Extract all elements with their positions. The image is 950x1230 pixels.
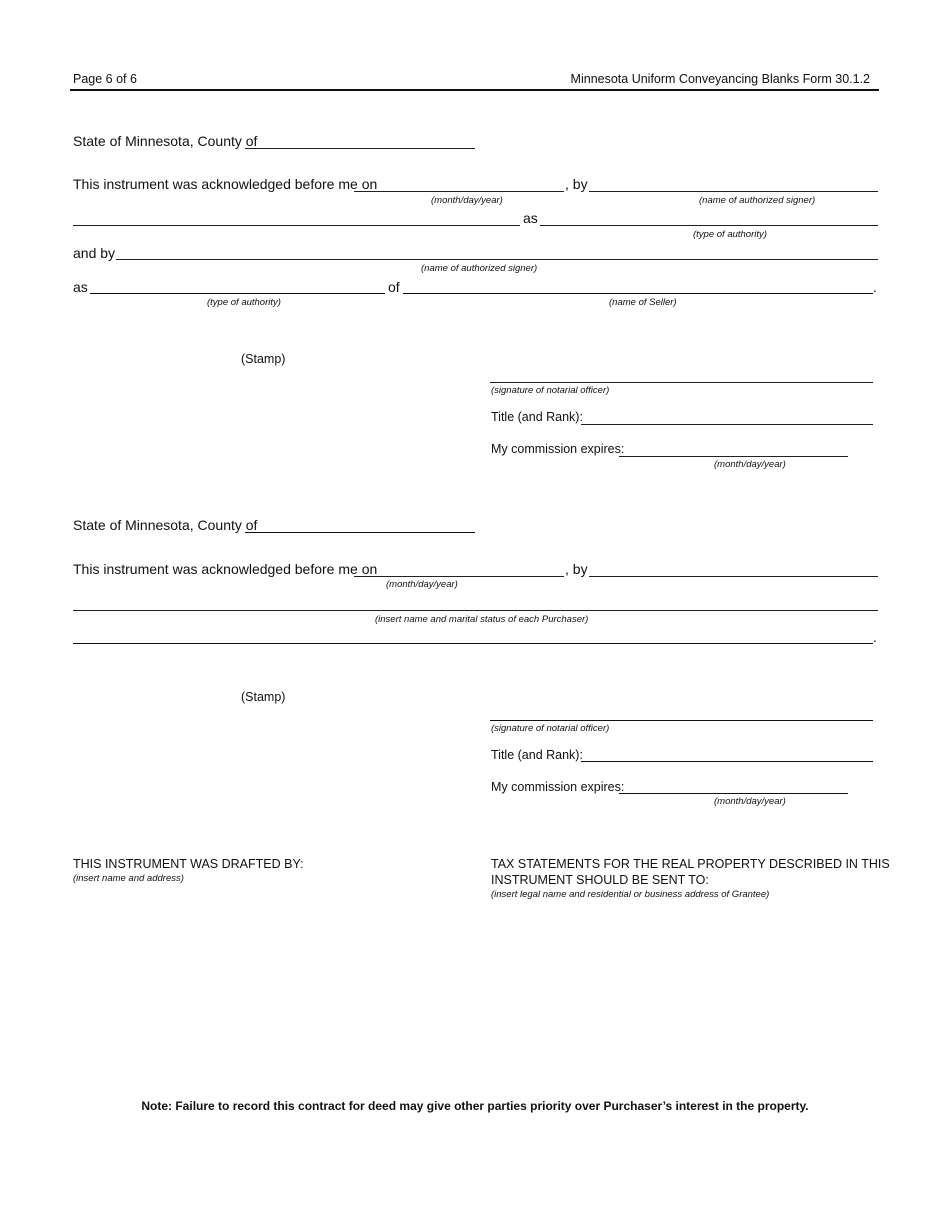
signer-caption: (name of authorized signer) [699,195,816,206]
purchaser-continuation-field-2[interactable] [73,643,873,644]
drafted-by-heading: THIS INSTRUMENT WAS DRAFTED BY: [73,857,304,871]
acknowledged-label: This instrument was acknowledged before me on [73,176,378,192]
by-label: , by [565,176,588,192]
acknowledged-label: This instrument was acknowledged before me on [73,561,378,577]
page-number: Page 6 of 6 [73,72,137,86]
footer-note: Note: Failure to record this contract for deed may give other parties priority over Purchaser’s interest in the property. [141,1099,809,1113]
signer-continuation-field[interactable] [73,225,520,226]
title-rank-field[interactable] [581,424,873,425]
commission-label: My commission expires: [491,780,625,794]
date-caption: (month/day/year) [431,195,503,206]
header-rule [70,89,879,91]
stamp-placeholder: (Stamp) [241,690,286,704]
title-rank-label: Title (and Rank): [491,410,583,424]
date-caption: (month/day/year) [386,579,458,590]
title-rank-label: Title (and Rank): [491,748,583,762]
commission-date-field[interactable] [619,793,848,794]
purchaser-continuation-field[interactable] [73,610,878,611]
date-field[interactable] [354,576,564,577]
seller-name-field[interactable] [403,293,873,294]
county-field[interactable] [245,148,475,149]
commission-date-field[interactable] [619,456,848,457]
period: . [873,279,877,295]
period: . [873,629,877,645]
drafted-by-caption: (insert name and address) [73,873,184,884]
title-rank-field[interactable] [581,761,873,762]
commission-label: My commission expires: [491,442,625,456]
signature-caption: (signature of notarial officer) [491,385,610,396]
by-label: , by [565,561,588,577]
state-county-label: State of Minnesota, County of [73,517,258,533]
purchaser-field[interactable] [589,576,878,577]
notary-signature-field[interactable] [490,720,873,721]
stamp-placeholder: (Stamp) [241,352,286,366]
authorized-signer-field[interactable] [589,191,878,192]
authority-caption-2: (type of authority) [207,297,281,308]
second-signer-caption: (name of authorized signer) [421,263,538,274]
form-title: Minnesota Uniform Conveyancing Blanks Form 30.1.2 [570,72,870,86]
tax-statements-heading-line-2: INSTRUMENT SHOULD BE SENT TO: [491,873,709,887]
second-authority-field[interactable] [90,293,385,294]
second-signer-field[interactable] [116,259,878,260]
commission-date-caption: (month/day/year) [714,796,786,807]
notary-signature-field[interactable] [490,382,873,383]
authority-caption: (type of authority) [693,229,767,240]
purchaser-caption: (insert name and marital status of each Purchaser) [375,614,589,625]
authority-type-field[interactable] [540,225,878,226]
seller-caption: (name of Seller) [609,297,677,308]
signature-caption: (signature of notarial officer) [491,723,610,734]
state-county-label: State of Minnesota, County of [73,133,258,149]
as-label-2: as [73,279,88,295]
county-field[interactable] [245,532,475,533]
tax-statements-heading-line-1: TAX STATEMENTS FOR THE REAL PROPERTY DESCRIBED IN THIS [491,857,890,871]
tax-statements-caption: (insert legal name and residential or business address of Grantee) [491,889,770,900]
and-by-label: and by [73,245,116,261]
of-label: of [388,279,400,295]
date-field[interactable] [354,191,564,192]
commission-date-caption: (month/day/year) [714,459,786,470]
as-label: as [523,210,538,226]
